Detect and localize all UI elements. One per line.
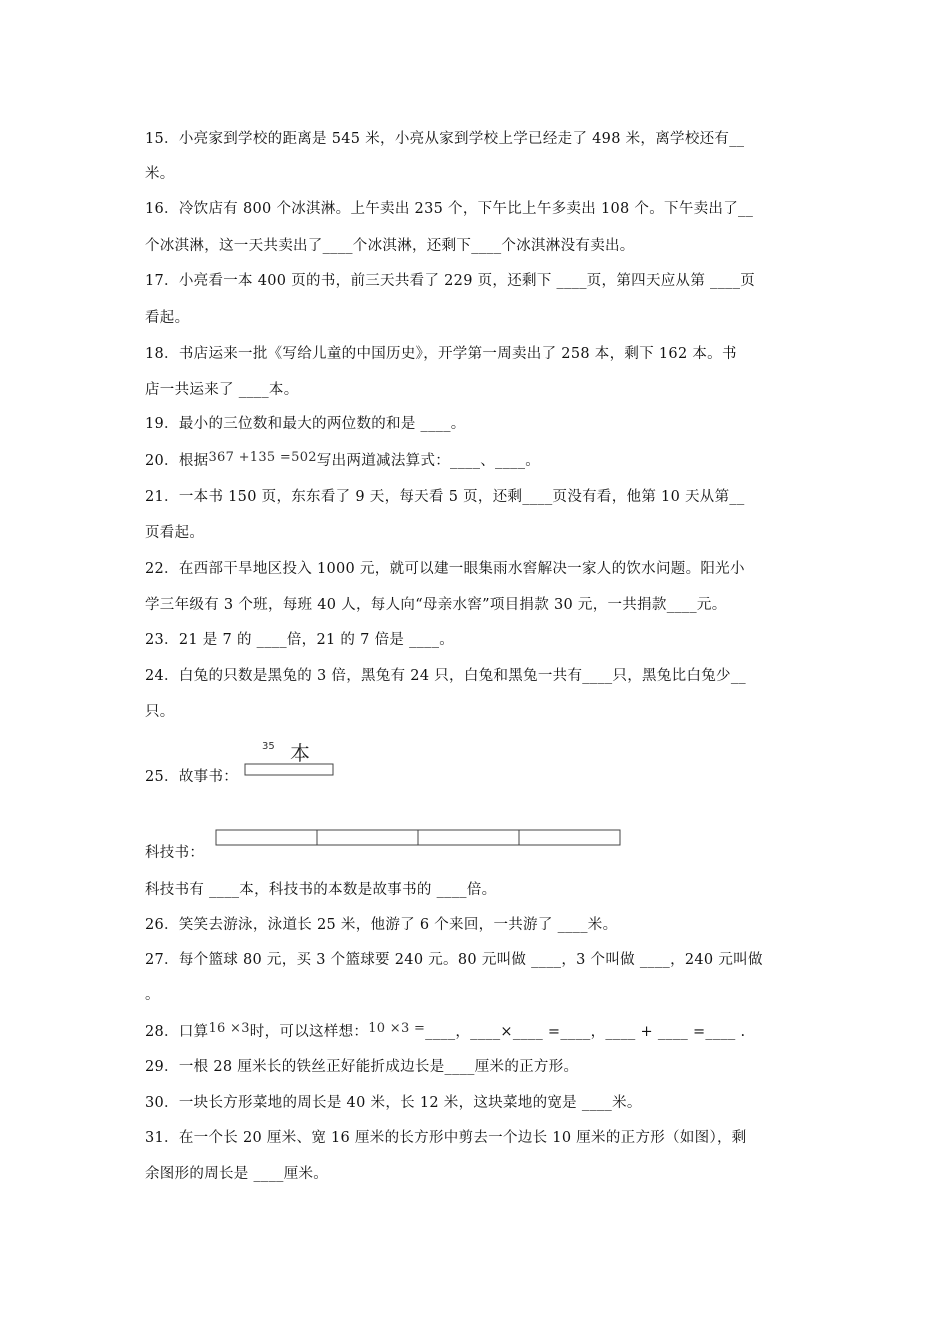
question-30-line-1: 30．一块长方形菜地的周长是 40 米，长 12 米，这块菜地的宽是 ____米。 [145,1095,642,1111]
question-16-line-1: 16．冷饮店有 800 个冰淇淋。上午卖出 235 个，下午比上午多卖出 108 个。下午卖出了__ [145,201,754,217]
question-27-line-1: 27．每个篮球 80 元，买 3 个篮球要 240 元。80 元叫做 ____，3 个叫做 ____，240 元叫做 [145,952,763,968]
question-28-formula-2: 10 ×3 = [368,1021,426,1036]
question-25-line-1: 科技书有 ____本，科技书的本数是故事书的 ____倍。 [145,882,497,898]
story-book-unit-label: 本 [290,741,310,765]
question-25-tech-label: 科技书： [145,845,205,861]
story-book-count-label: 35 [262,741,275,752]
question-21-line-1: 21．一本书 150 页，东东看了 9 天，每天看 5 页，还剩____页没有看，他第 10 天从第__ [145,489,745,505]
question-17-line-1: 17．小亮看一本 400 页的书，前三天共看了 229 页，还剩下 ____页，第四天应从第 ____页 [145,273,756,289]
question-28-line-1 [145,1022,745,1043]
question-22-line-2: 学三年级有 3 个班，每班 40 人，每人向“母亲水窖”项目捐款 30 元，一共捐款____元。 [145,597,727,613]
question-28-mid: 时，可以这样想： [249,1024,369,1040]
question-23-line-1: 23．21 是 7 的 ____倍，21 的 7 倍是 ____。 [145,632,455,648]
question-18-line-1: 18．书店运来一批《写给儿童的中国历史》，开学第一周卖出了 258 本，剩下 162 本。书 [145,346,737,362]
question-31-line-1: 31．在一个长 20 厘米、宽 16 厘米的长方形中剪去一个边长 10 厘米的正方形（如图），剩 [145,1130,747,1146]
question-21-line-2: 页看起。 [145,525,205,541]
question-20-line-1 [145,451,540,472]
question-22-line-1: 22．在西部干旱地区投入 1000 元，就可以建一眼集雨水窖解决一家人的饮水问题。阳光小 [145,561,745,577]
question-20-prefix: 20．根据 [145,453,209,469]
question-31-line-2: 余图形的周长是 ____厘米。 [145,1166,329,1182]
question-19-line-1: 19．最小的三位数和最大的两位数的和是 ____。 [145,416,466,432]
tech-book-diagram [210,826,630,850]
question-28-suffix: ____，____×____ =____，____ + ____ =____ . [425,1024,746,1040]
question-28-formula-1: 16 ×3 [208,1021,250,1036]
question-16-line-2: 个冰淇淋，这一天共卖出了____个冰淇淋，还剩下____个冰淇淋没有卖出。 [145,238,635,254]
story-book-diagram [238,735,358,785]
question-28-prefix: 28．口算 [145,1024,209,1040]
question-25-story-label: 25．故事书： [145,769,239,785]
question-15-line-2: 米。 [145,166,175,182]
question-15-line-1: 15．小亮家到学校的距离是 545 米，小亮从家到学校上学已经走了 498 米，离学校还有__ [145,131,745,147]
story-book-bar [245,764,333,775]
question-24-line-1: 24．白兔的只数是黑兔的 3 倍，黑兔有 24 只，白兔和黑兔一共有____只，黑兔比白兔少__ [145,668,746,684]
question-20-formula: 367 +135 =502 [208,450,317,465]
question-24-line-2: 只。 [145,704,175,720]
question-26-line-1: 26．笑笑去游泳，泳道长 25 米，他游了 6 个来回，一共游了 ____米。 [145,917,618,933]
question-18-line-2: 店一共运来了 ____本。 [145,382,299,398]
question-27-line-2: 。 [145,987,160,1003]
question-20-suffix: 写出两道减法算式：____、____。 [316,453,541,469]
question-29-line-1: 29．一根 28 厘米长的铁丝正好能折成边长是____厘米的正方形。 [145,1059,579,1075]
question-17-line-2: 看起。 [145,310,190,326]
